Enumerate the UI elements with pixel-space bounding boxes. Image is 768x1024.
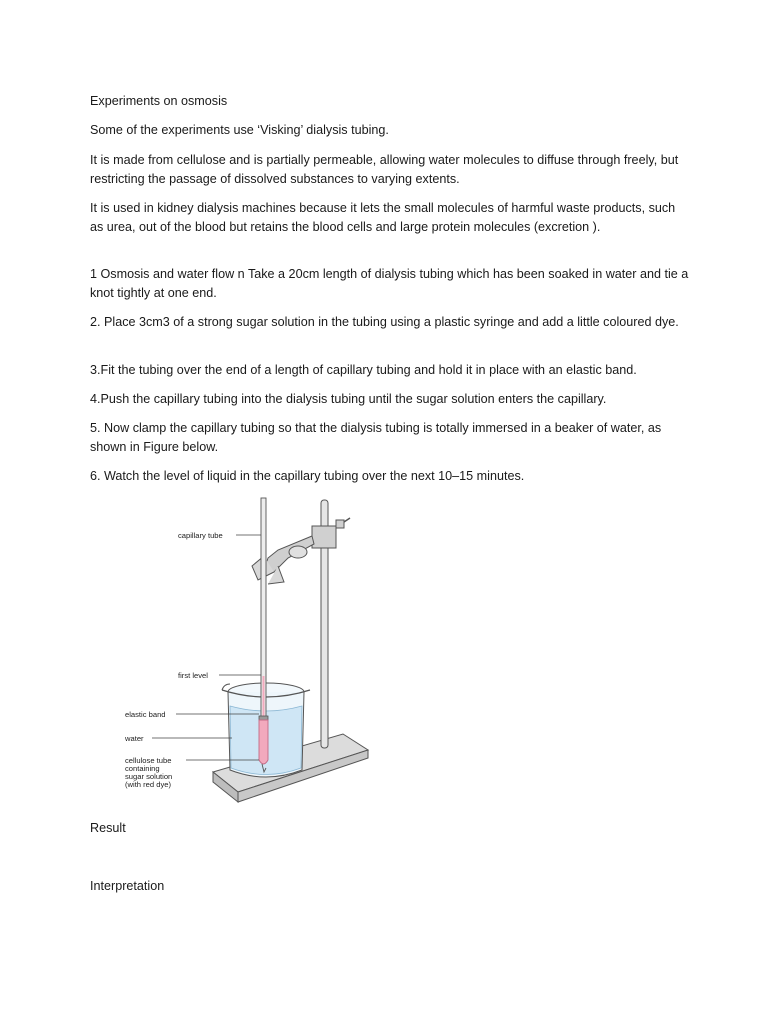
- step-4: 4.Push the capillary tubing into the dialysis tubing until the sugar solution enters the capillary.: [90, 392, 607, 406]
- step-6: 6. Watch the level of liquid in the capillary tubing over the next 10–15 minutes.: [90, 469, 525, 483]
- label-cellulose-line3: sugar solution: [125, 772, 173, 781]
- label-capillary-tube: capillary tube: [178, 531, 223, 540]
- step-3: 3.Fit the tubing over the end of a length of capillary tubing and hold it in place with an elastic band.: [90, 363, 637, 377]
- paragraph-kidney: It is used in kidney dialysis machines because it lets the small molecules of harmful waste products, such as urea, out of the blood but retains the blood cells and large protein molecules (excretion ).: [90, 201, 676, 234]
- cellulose-tube: [259, 720, 268, 764]
- label-water: water: [125, 734, 144, 743]
- step-2: 2. Place 3cm3 of a strong sugar solution in the tubing using a plastic syringe and add a little coloured dye.: [90, 315, 679, 329]
- label-first-level: first level: [178, 671, 208, 680]
- doc-title: Experiments on osmosis: [90, 94, 228, 108]
- label-cellulose-line4: (with red dye): [125, 780, 172, 789]
- label-cellulose-line2: containing: [125, 764, 160, 773]
- label-cellulose-line1: cellulose tube: [125, 756, 172, 765]
- result-heading: Result: [90, 821, 126, 835]
- paragraph-visking: Some of the experiments use ‘Visking’ dialysis tubing.: [90, 123, 389, 137]
- interpretation-heading: Interpretation: [90, 879, 165, 893]
- osmosis-apparatus-figure: [118, 492, 388, 812]
- step-1: 1 Osmosis and water flow n Take a 20cm length of dialysis tubing which has been soaked in water and tie a knot tightly at one end.: [90, 267, 689, 300]
- boss-head: [312, 526, 336, 548]
- label-elastic-band: elastic band: [125, 710, 166, 719]
- paragraph-cellulose: It is made from cellulose and is partially permeable, allowing water molecules to diffuse through freely, but restricting the passage of dissolved substances to varying extents.: [90, 153, 679, 186]
- elastic-band: [259, 716, 268, 720]
- step-5: 5. Now clamp the capillary tubing so that the dialysis tubing is totally immersed in a beaker of water, as shown in Figure below.: [90, 421, 662, 454]
